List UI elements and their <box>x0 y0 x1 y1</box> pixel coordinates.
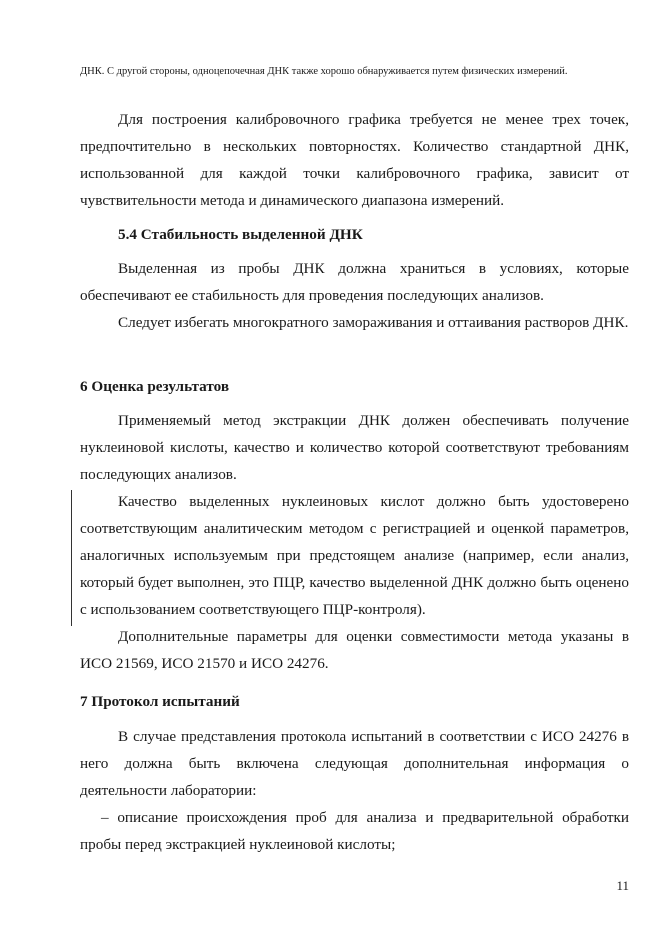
paragraph: Применяемый метод экстракции ДНК должен обеспечивать получение нуклеиновой кислоты, качество и количество которой соответствуют требованиям последующих анализов. <box>80 412 629 483</box>
section-heading-5-4: 5.4 Стабильность выделенной ДНК <box>118 226 363 243</box>
paragraph: Качество выделенных нуклеиновых кислот должно быть удостоверено соответствующим аналитическим методом с регистрацией и оценкой параметров, аналогичных используемым при предстоящем анализе (например, если анализ, который будет выполнен, это ПЦР, качество выделенной ДНК должно быть оценено с использованием соответствующего ПЦР-контроля). <box>80 493 629 618</box>
section-6-body <box>80 407 629 677</box>
calibration-block <box>80 106 629 214</box>
paragraph: Для построения калибровочного графика требуется не менее трех точек, предпочтительно в нескольких повторностях. Количество стандартной ДНК, использованной для каждой точки калибровочного графика, зависит от чувствительности метода и динамического диапазона измерений. <box>80 111 629 209</box>
paragraph: Выделенная из пробы ДНК должна храниться в условиях, которые обеспечивают ее стабильность для проведения последующих анализов. <box>80 260 629 304</box>
section-5-4-body <box>80 255 629 336</box>
paragraph: Следует избегать многократного замораживания и оттаивания растворов ДНК. <box>118 314 629 331</box>
change-bar <box>71 490 72 626</box>
paragraph: В случае представления протокола испытаний в соответствии с ИСО 24276 в него должна быть включена следующая дополнительная информация о деятельности лаборатории: <box>80 728 629 799</box>
page-number: 11 <box>616 878 629 893</box>
paragraph: Дополнительные параметры для оценки совместимости метода указаны в ИСО 21569, ИСО 21570 и ИСО 24276. <box>80 628 629 672</box>
section-heading-7: 7 Протокол испытаний <box>80 693 240 710</box>
continuation-text <box>80 62 630 82</box>
section-heading-6: 6 Оценка результатов <box>80 378 230 395</box>
section-7-body <box>80 723 629 858</box>
list-item: – описание происхождения проб для анализа и предварительной обработки пробы перед экстракцией нуклеиновой кислоты; <box>80 809 629 853</box>
paragraph: ДНК. С другой стороны, одноцепочечная ДНК также хорошо обнаруживается путем физических измерений. <box>80 66 568 77</box>
